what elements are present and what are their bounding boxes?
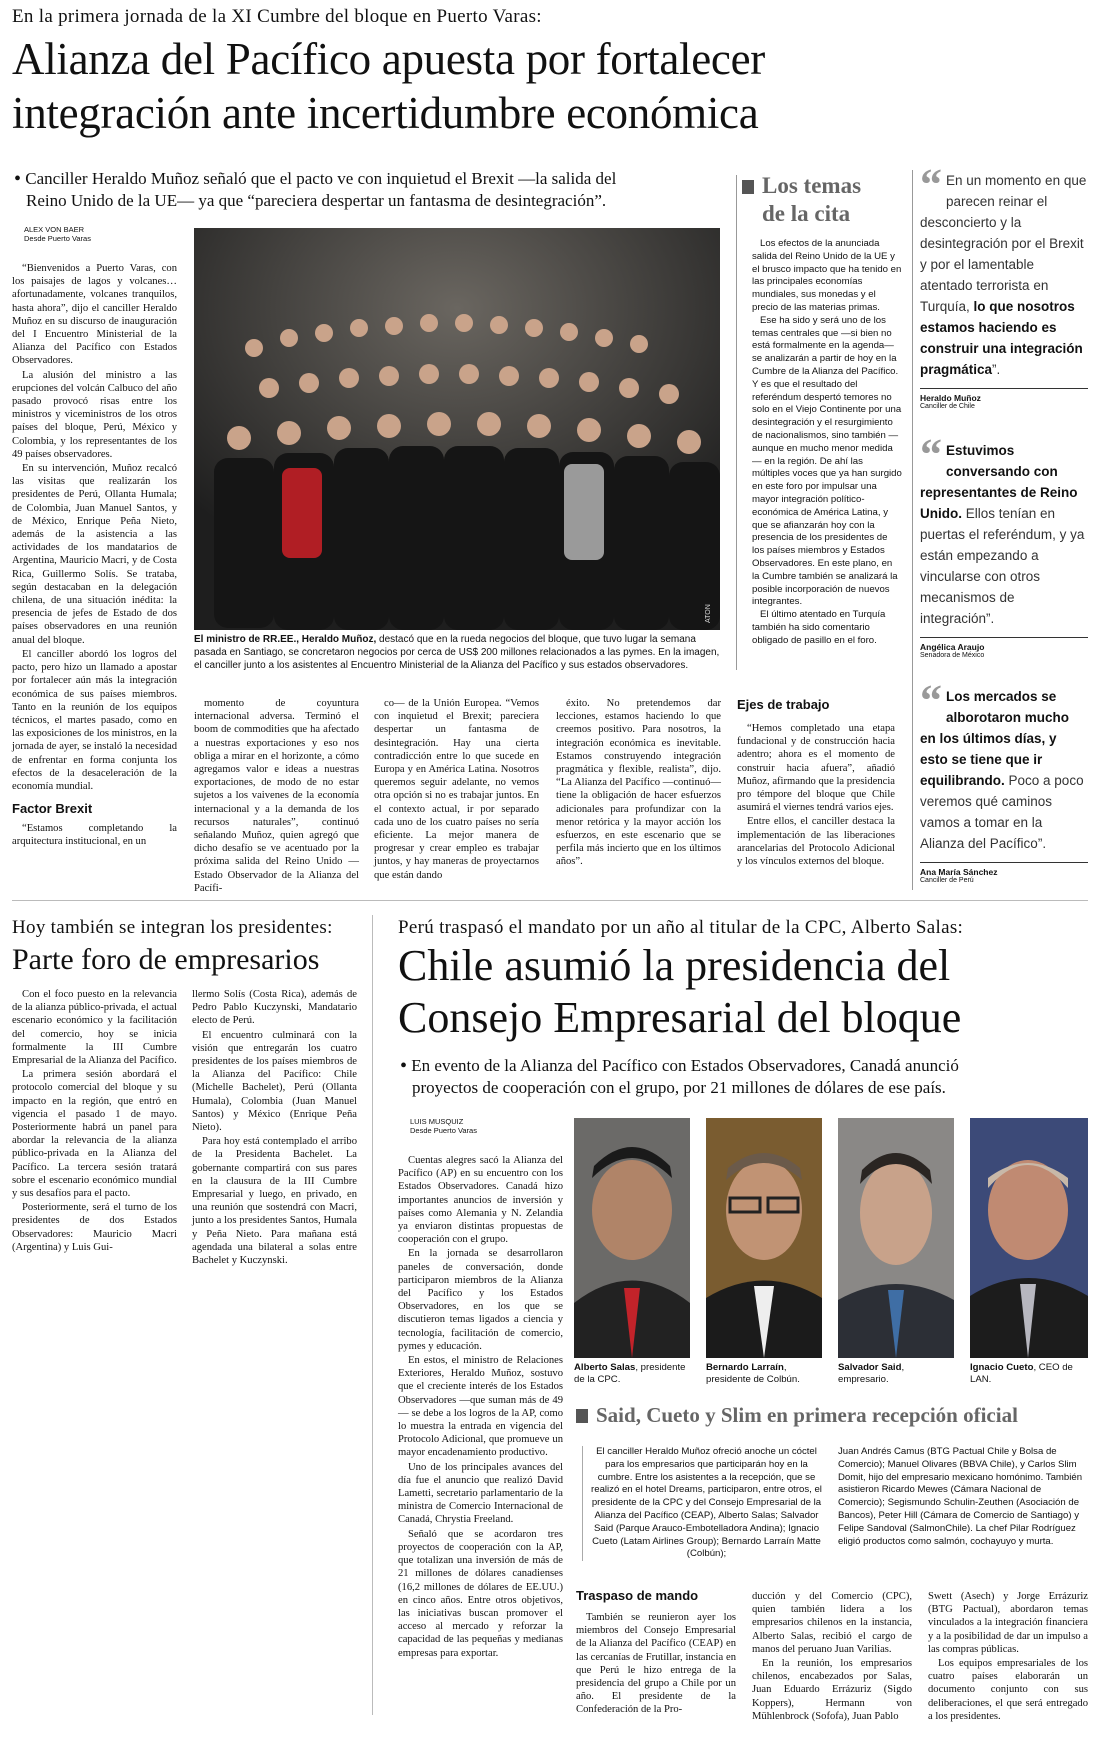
chile-col-1: Cuentas alegres sacó la Alianza del Pacífico (AP) en su encuentro con los Estados Observadores. Canadá hizo importantes anuncios de inversión y países como Alemania y N. Zelandia ya enviaron distintas propuestas de cooperación con el grupo. En la jornada se desarrollaron paneles de conversación, donde participaron miembros de la Alianza del Pacífico y los Estados Observadores, en los que se discutieron temas ligados a ciencia y tecnología, facilitación de comercio, pymes y educación. En estos, el ministro de Relaciones Exteriores, Heraldo Muñoz, sostuvo que el creciente interés de los Estados Observadores —que suman más de 49— se debe a los logros de la AP, como lo muestra la entrada en vigencia del Protocolo Adicional, que promueve un mayor encadenamiento productivo. Uno de los principales avances del día fue el anuncio que realizó David Lametti, secretario parlamentario de la ministra de Comercio Internacional de Canadá, Chrystia Freeland. Señaló que se acordaron tres proyectos de cooperación con la AP, que totalizan una inversión de más de 21 millones de dólares canadienses (16,2 millones de dólares de EE.UU.) en cinco años. Entre otros objetivos, las iniciativas buscan promover el acceso al mercado y reforzar la capacidad de las pequeñas y medianas empresas para exportar. xyxy=(398,1155,563,1659)
main-headline: Alianza del Pacífico apuesta por fortalecer integración ante incertidumbre económica xyxy=(12,34,765,138)
portrait-ignacio-cueto xyxy=(970,1118,1088,1358)
main-col-4: éxito. No pretendemos dar lecciones, estamos haciendo lo que creemos positivo. Para nosotros, la integración económica es inevitable. Estamos construyendo integración pragmática y flexible, realista”, dijo. “La Alianza del Pacífico —continuó— tiene la obligación de hacer esfuerzos adicionales para profundizar con la menor retórica y la mayor acción los esfuerzos, en este escenario que se perfila más incierto que en los últimos años”. xyxy=(556,698,721,868)
subhead-factor-brexit: Factor Brexit xyxy=(12,801,93,817)
chile-col-2: Traspaso de mando También se reunieron ayer los miembros del Consejo Empresarial de la Alianza del Pacífico (CEAP) en las cercanías de Frutillar, instancia en que Perú le hizo entrega de la presidencia del grupo a Chile por un año. El presidente de la Confederación de la Pro- xyxy=(576,1588,736,1716)
group-photo xyxy=(194,228,720,630)
chile-byline: LUIS MUSQUIZ Desde Puerto Varas xyxy=(410,1117,477,1135)
main-byline: ALEX VON BAER Desde Puerto Varas xyxy=(24,225,91,243)
quote-2: “ Estuvimos conversando con representantes de Reino Unido. Ellos tenían en puertas el referéndum, y ya están empezando a vincularse con otros mecanismos de integración”. Angélica Araujo Senadora de México xyxy=(920,440,1088,659)
chile-kicker: Perú traspasó el mandato por un año al titular de la CPC, Alberto Salas: xyxy=(398,917,964,938)
temas-rule xyxy=(736,175,737,670)
said-square-icon xyxy=(576,1409,588,1423)
main-kicker: En la primera jornada de la XI Cumbre del bloque en Puerto Varas: xyxy=(12,6,542,27)
portrait-caption-2: Bernardo Larraín, presidente de Colbún. xyxy=(706,1362,800,1385)
chile-deck: • En evento de la Alianza del Pacífico con Estados Observadores, Canadá anunció proyectos de cooperación con el grupo, por 21 millones de dólares de ese país. xyxy=(400,1055,959,1097)
temas-title: Los temas de la cita xyxy=(742,172,902,228)
chile-headline: Chile asumió la presidencia del Consejo Empresarial del bloque xyxy=(398,941,962,1042)
section-divider xyxy=(12,900,1088,901)
main-deck: • Canciller Heraldo Muñoz señaló que el pacto ve con inquietud el Brexit —la salida del Reino Unido de la UE— ya que “pareciera despertar un fantasma de desintegración”. xyxy=(14,168,617,210)
quote-mark-icon: “ xyxy=(920,676,942,725)
quote-1: “ En un momento en que parecen reinar el desconcierto y la desintegración por el Brexit y por el lamentable atentado terrorista en Turquía, lo que nosotros estamos haciendo es construir una integración pragmática”. Heraldo Muñoz Canciller de Chile xyxy=(920,160,1087,410)
said-col-2: Juan Andrés Camus (BTG Pactual Chile y Bolsa de Comercio); Manuel Olivares (BBVA Chile), y Carlos Slim Domit, hijo del empresario mexicano homónimo. También asistieron Ricardo Mewes (Cámara Nacional de Comercio); Segismundo Schulin-Zeuthen (Asociación de Bancos), Peter Hill (Cámara de Comercio de Santiago) y Felipe Sandoval (SalmonChile). La chef Pilar Rodríguez eligió productos como salmón, cochayuyo y murta. xyxy=(838,1446,1083,1547)
main-col-1: “Bienvenidos a Puerto Varas, con los paisajes de lagos y volcanes… afortunadamente, volcanes tranquilos, hasta ahora”, dijo el canciller Heraldo Muñoz en su discurso de inauguración del I Encuentro Ministerial de la Alianza del Pacífico con Estados Observadores. La alusión del ministro a las erupciones del volcán Calbuco del año pasado provocó risas entre los ministros y viceministros de los otros países del bloque, Perú, México y Colombia, y los representantes de los 49 países observadores. En su intervención, Muñoz recalcó las visitas que realizarán los presidentes de Perú, Ollanta Humala; de Colombia, Juan Manuel Santos, y de México, Enrique Peña Nieto, además de la asistencia a las actividades de los mandatarios de Argentina, Mauricio Macri, y de Costa Rica, Guillermo Solís. Se trataba, según destacaban en la delegación chilena, de una situación inédita: la presencia de jefes de Estado de dos países observadores en una reunión anual del bloque. El canciller abordó los logros del pacto, pero hizo un llamado a apostar por fortalecer aún más la integración económica de sus países miembros. Tanto en la reunión de los equipos técnicos, el martes pasado, como en las exposiciones de los ministros, en la jornada de ayer, se instaló la necesidad de enfrentar en forma conjunta los efectos de la desaceleración de la economía mundial. Factor Brexit “Estamos completando la arquitectura institucional, en un xyxy=(12,263,177,848)
portrait-caption-4: Ignacio Cueto, CEO de LAN. xyxy=(970,1362,1073,1385)
portrait-caption-1: Alberto Salas, presidente de la CPC. xyxy=(574,1362,686,1385)
temas-square-icon xyxy=(742,180,754,194)
main-col-5: Ejes de trabajo “Hemos completado una etapa fundacional y de construcción hacia adentro; ahora es el momento de construir hacia afuera”, añadió Muñoz, afirmando que la presidencia pro témpore del bloque que Chile asumirá el viernes tendrá varios ejes. Entre ellos, el canciller destaca la implementación de las liberaciones arancelarias del Protocolo Adicional y los vínculos externos del bloque. xyxy=(737,697,895,868)
foro-kicker: Hoy también se integran los presidentes: xyxy=(12,917,333,938)
foro-rule xyxy=(372,915,373,1715)
subhead-ejes-de-trabajo: Ejes de trabajo xyxy=(737,697,830,712)
chile-col-4: Swett (Asech) y Jorge Errázuriz (BTG Pactual), abordaron temas vinculados a la integración financiera y a la posibilidad de dar un impulso a las compras públicas. Los equipos empresariales de los cuatro países elaborarán un documento conjunto con sus deliberaciones, el que será entregado a los presidentes. xyxy=(928,1591,1088,1722)
portrait-caption-3: Salvador Said, empresario. xyxy=(838,1362,905,1385)
subhead-traspaso-de-mando: Traspaso de mando xyxy=(576,1588,699,1603)
temas-body: Los efectos de la anunciada salida del Reino Unido de la UE y el brusco impacto que ha tenido en las principales economías mundiales, sus monedas y el precio de las materias primas. Ese ha sido y será uno de los temas centrales que —si bien no está formalmente en la agenda— se analizarán a partir de hoy en la Cumbre de la Alianza del Pacífico. Y es que el resultado del referéndum despertó temores no solo en el Viejo Continente por una desintegración y el resurgimiento de nacionalismos, sino también —aunque en mucho menor medida— en la región. De ahí las múltiples voces que ya han surgido en este foro por impulsar una mayor integración político-económica de América Latina, y que se afianzarán hoy con la presencia de los presidentes de los países miembros y Estados Observadores. En este plano, en la Cumbre también se analizará la posible incorporación de nuevos integrantes. El último atentado en Turquía también ha sido comentario obligado de pasillo en el foro. xyxy=(752,238,902,646)
chile-col-3: ducción y del Comercio (CPC), quien también lidera a los empresarios chilenos en la instancia, Alberto Salas, recibió el cargo de manos del peruano Juan Varilias. En la reunión, los empresarios chilenos, encabezados por Salas, Juan Eduardo Errázuriz (Sigdo Koppers), Hermann von Mühlenbrock (Sofofa), Juan Pablo xyxy=(752,1591,912,1722)
foro-col-2: llermo Solís (Costa Rica), además de Pedro Pablo Kuczynski, Mandatario electo de Perú. El encuentro culminará con la visión que entregarán los cuatro presidentes de los países miembros de la Alianza del Pacífico: Chile (Michelle Bachelet), Perú (Ollanta Humala), Colombia (Juan Manuel Santos) y México (Enrique Peña Nieto). Para hoy está contemplado el arribo de la Presidenta Bachelet. La gobernante compartirá con sus pares en la clausura de la III Cumbre Empresarial y luego, en privado, en una reunión que sostendrá con Macri, junto a los presidentes Santos, Humala y Peña Nieto. Para mañana está agendada una bilateral a solas entre Bachelet y Kuczynski. xyxy=(192,989,357,1267)
portrait-bernardo-larrain xyxy=(706,1118,822,1358)
said-title: Said, Cueto y Slim en primera recepción oficial xyxy=(576,1403,1088,1428)
photo-caption: El ministro de RR.EE., Heraldo Muñoz, destacó que en la rueda negocios del bloque, que tuvo lugar la semana pasada en Santiago, se concretaron negocios por cerca de US$ 200 millones relacionados a las pymes. En la imagen, el canciller junto a los asistentes al Encuentro Ministerial de la Alianza del Pacífico y sus estados observadores. xyxy=(194,634,720,671)
quote-3: “ Los mercados se alborotaron mucho en los últimos días, y esto se tiene que ir equilibrando. Poco a poco veremos qué caminos vamos a tomar en la Alianza del Pacífico”. Ana María Sánchez Canciller de Perú xyxy=(920,686,1088,884)
quote-mark-icon: “ xyxy=(920,160,942,209)
main-col-3: co— de la Unión Europea. “Vemos con inquietud el Brexit; pareciera despertar un fantasma de desintegración. Hay una cierta contradicción entre lo que sucede en Europa y en América Latina. Nosotros queremos seguir adelante, no vemos otra opción si no es trabajar juntos. En el contexto actual, ir por separado cada uno de los cuatro países no sería eficiente. La mejor manera de progresar y crear empleo es trabajar juntos, y hay maneras de proyectarnos que están dando xyxy=(374,698,539,881)
foro-headline: Parte foro de empresarios xyxy=(12,943,320,976)
photo-credit: ATON xyxy=(705,604,712,623)
quotes-rule xyxy=(912,170,913,890)
said-col-1: El canciller Heraldo Muñoz ofreció anoche un cóctel para los empresarios que participarán hoy en la cumbre. Entre los asistentes a la recepción, que se realizó en el hotel Dreams, participaron, entre otros, el presidente de la CPC y del Consejo Empresarial de la Alianza del Pacífico (CEAP), Alberto Salas; Salvador Said (Parque Arauco-Embotelladora Andina); Ignacio Cueto (Latam Airlines Group); Bernardo Larraín Matte (Colbún); xyxy=(582,1446,822,1561)
foro-col-1: Con el foco puesto en la relevancia de la alianza público-privada, el actual escenario económico y la facilitación del comercio, hoy se inicia formalmente la III Cumbre Empresarial de la Alianza del Pacífico. La primera sesión abordará el protocolo comercial del bloque y su impacto en la región, que entró en vigencia el pasado 1 de mayo. Posteriormente habrá un panel para abordar la relevancia de la alianza público-privada en la Alianza del Pacífico. La tercera sesión tratará sobre el escenario económico mundial y sus desafíos para el pacto. Posteriormente, será el turno de los presidentes de dos Estados Observadores: Mauricio Macri (Argentina) y Luis Gui- xyxy=(12,989,177,1253)
portrait-salvador-said xyxy=(838,1118,954,1358)
quote-mark-icon: “ xyxy=(920,430,942,479)
main-col-2: momento de coyuntura internacional adversa. Terminó el boom de commodities que ha afectado a nuestras exportaciones y eso nos obliga a mirar en el horizonte, a cómo agregamos valor e ideas a nuestras exportaciones, de modo de no estar sujetos a los vaivenes de la economía internacional y a la demanda de los recursos naturales”, continuó señalando Muñoz, quien agregó que dicho desafío se ve acentuado por la próxima salida del Reino Unido —Estado Observador de la Alianza del Pacífi- xyxy=(194,698,359,894)
portrait-alberto-salas xyxy=(574,1118,690,1358)
